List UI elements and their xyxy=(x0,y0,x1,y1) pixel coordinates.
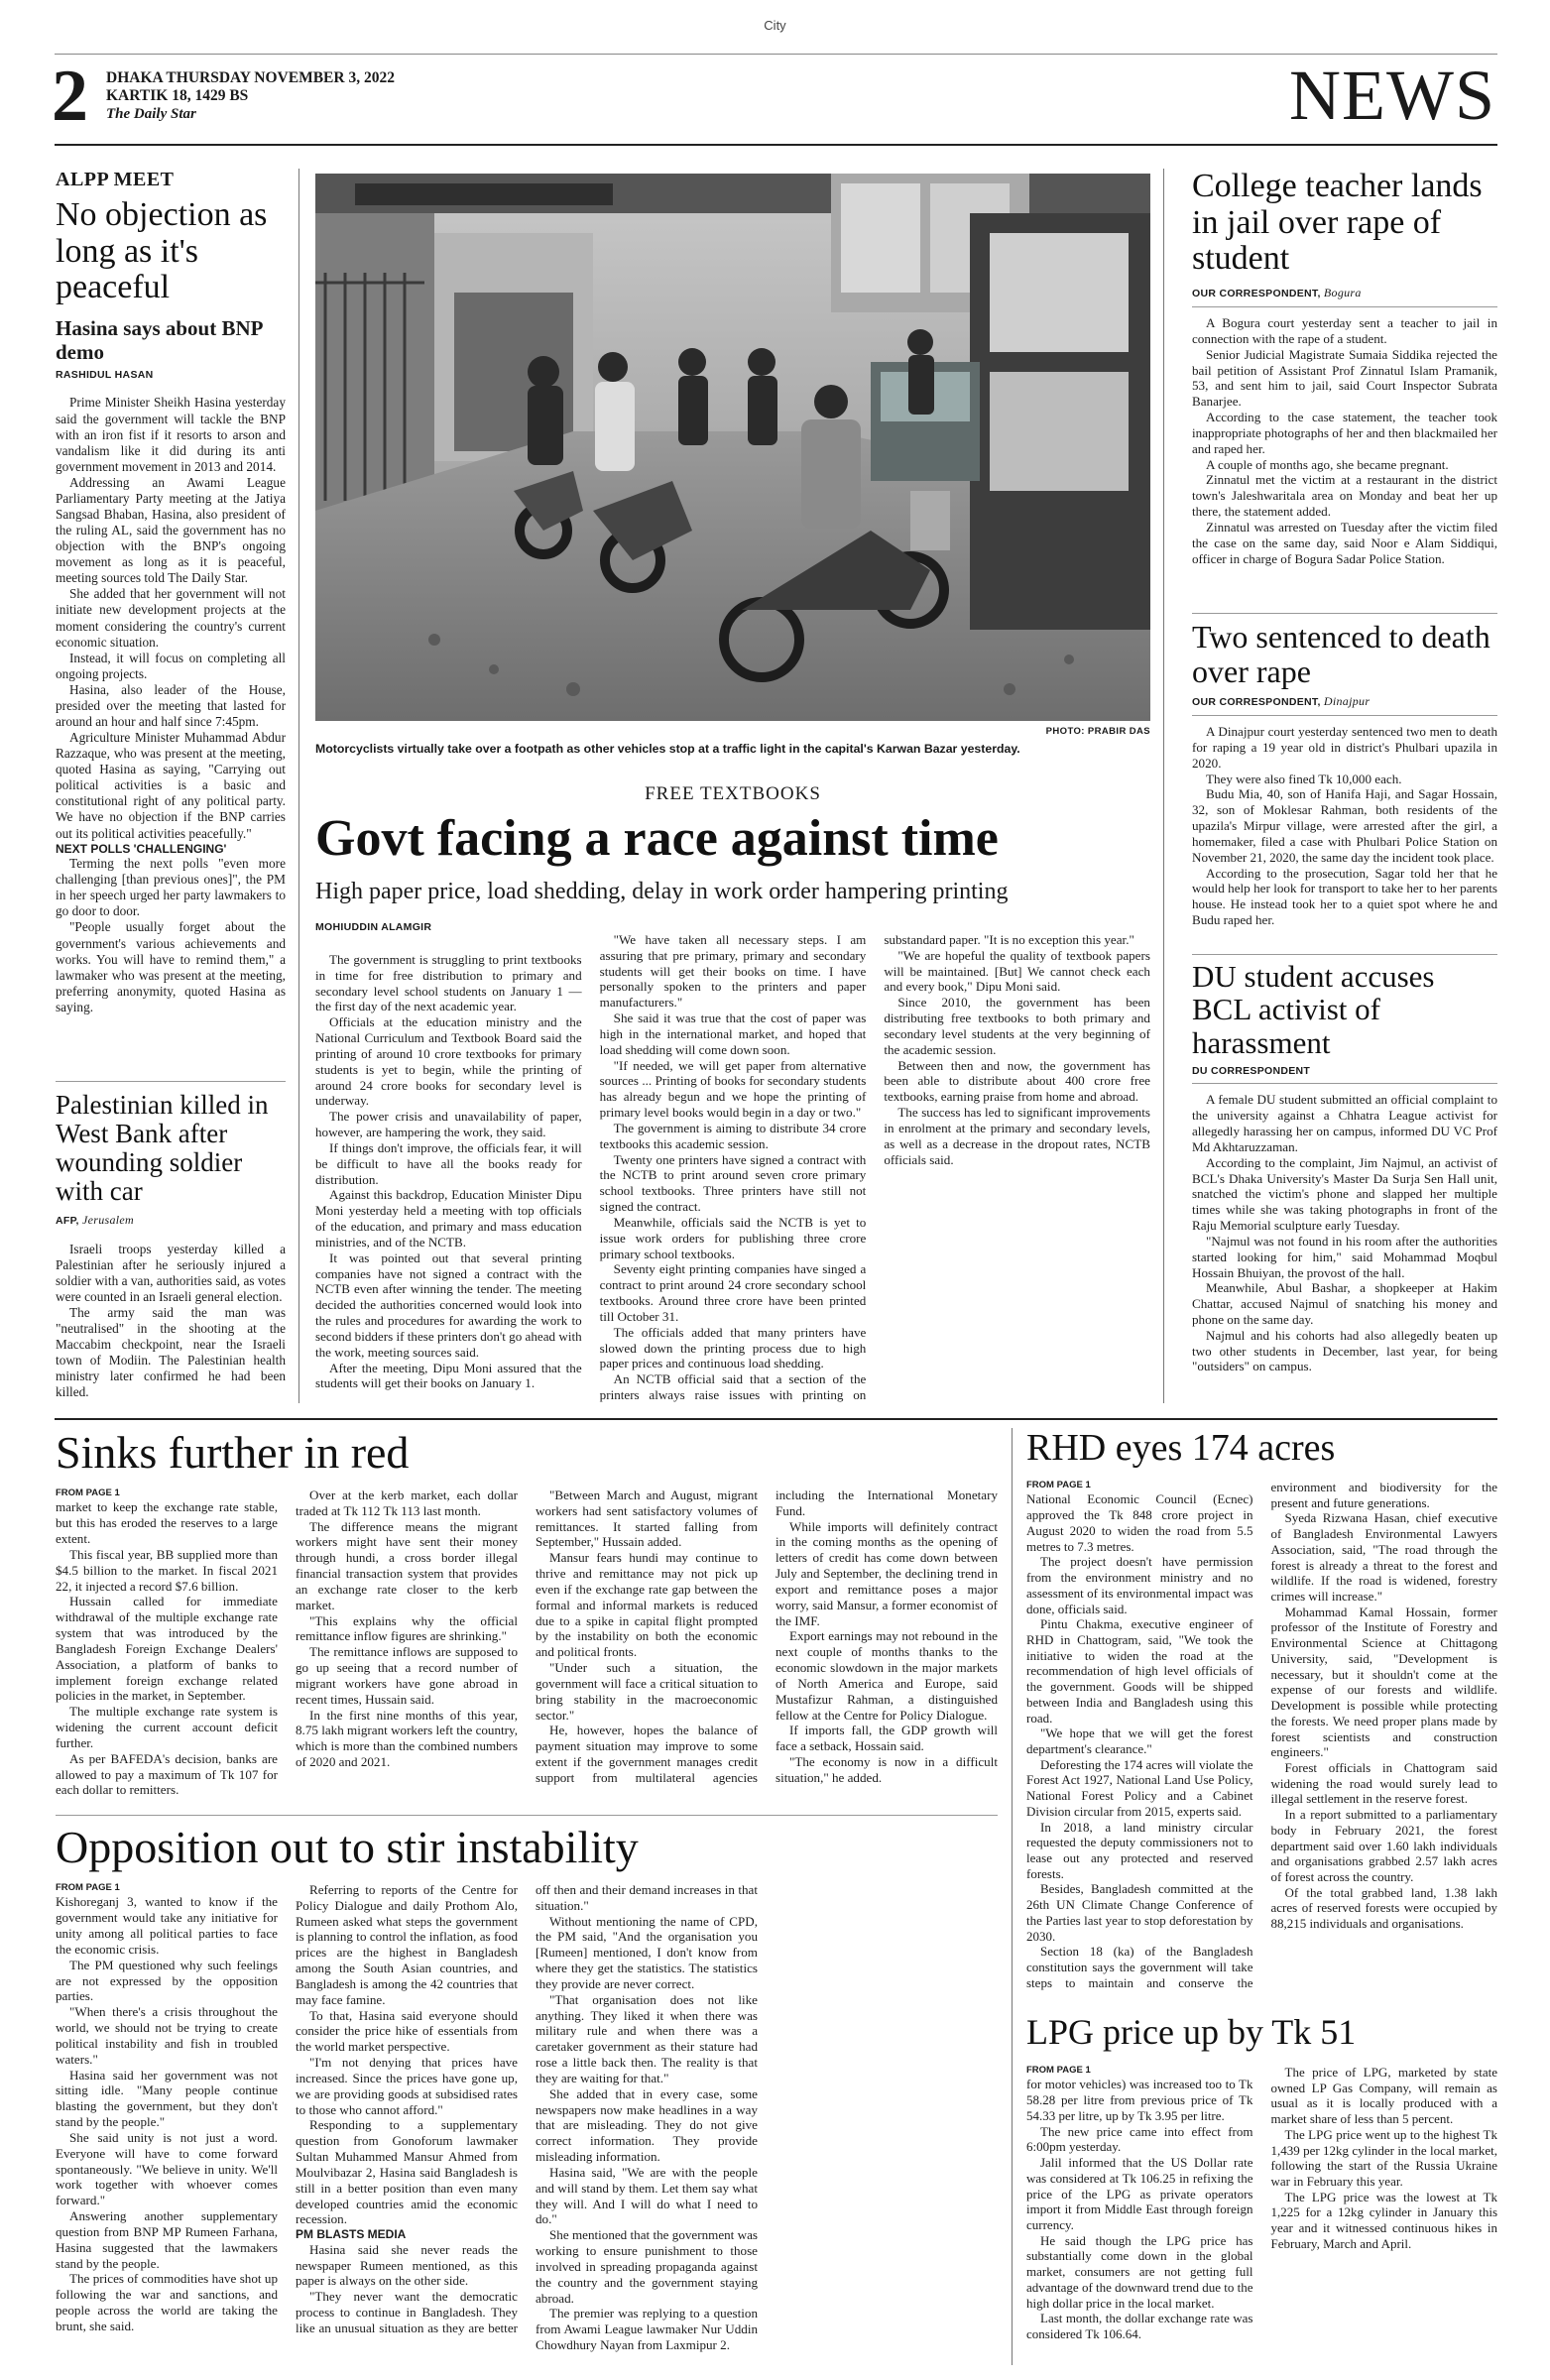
subhead: NEXT POLLS 'CHALLENGING' xyxy=(56,841,227,856)
paragraph: Section 18 (ka) of the Bangladesh constitution says the government will take steps to maintain and conserve the environment and biodiversity for the present and future generations. xyxy=(1026,1480,1497,1990)
paragraph: A couple of months ago, she became pregnant. xyxy=(1206,456,1449,472)
headline: No objection as long as it's peaceful xyxy=(56,196,268,306)
paragraph: The prices of commodities have shot up following the war and sanctions, and people across the world are taking the brunt, she said. xyxy=(56,2271,278,2333)
lpg-story-body xyxy=(1026,2065,1497,2365)
paragraph: The price of LPG, marketed by state owned LP Gas Company, will remain as usual as it is locally produced with a market share of less than 5 percent. xyxy=(1270,2065,1497,2127)
paragraph: It was pointed out that several printing companies have not signed a contract with the NCTB even after winning the tender. The meeting decided the authorities concerned would look into the rules and procedures for awarding the work to second bidders if these printers don't go ahead with the work, meeting sources said. xyxy=(315,1250,582,1360)
headline: LPG price up by Tk 51 xyxy=(1026,2012,1357,2052)
paragraph: Budu Mia, 40, son of Hanifa Haji, and Sagar Hossain, 32, son of Moklesar Rahman, both residents of the upazila's Mirpur village, were arrested after the girl, a homemaker, filed a case with Phulbari Police Station on November 21, 2020, the same day the incident took place. xyxy=(1192,786,1497,865)
opposition-story-body xyxy=(56,1882,998,2365)
paragraph: A female DU student submitted an official complaint to the university against a Chhatra League activist for allegedly harassing her on campus, informed DU VC Prof Md Akhtaruzzaman. xyxy=(1192,1092,1497,1154)
paragraph: The LPG price went up to the highest Tk 1,439 per 12kg cylinder in the local market, following the start of the Russia Ukraine war in February this year. xyxy=(1270,2126,1497,2190)
paragraph: Prime Minister Sheikh Hasina yesterday said the government will tackle the BNP with an iron fist if it resorts to arson and vandalism like it did during its anti government movement in 2013 and 2014. xyxy=(56,395,286,474)
paragraph: market to keep the exchange rate stable, but this has eroded the reserves to a large extent. xyxy=(56,1499,278,1547)
section-label: City xyxy=(764,18,786,33)
byline-rule xyxy=(1192,715,1497,716)
paragraph: Mansur fears hundi may continue to thrive and remittance may not pick up even if the exchange rate gap between the formal and informal markets is reduced due to a spike in capital flight prompted by the instability on both the economic and political fronts. xyxy=(536,1550,758,1660)
column-divider xyxy=(1163,169,1164,1403)
paragraph: Meanwhile, Abul Bashar, a shopkeeper at Hakim Chattar, accused Najmul of snatching his money and phone on the same day. xyxy=(1192,1280,1497,1327)
paragraph: "This explains why the official remittance inflow figures are shrinking." xyxy=(296,1612,518,1644)
paragraph: Without mentioning the name of CPD, the PM said, "And the organisation you [Rumeen] mentioned, I don't know from where they get the statistics. The statistics they provide are never correct. xyxy=(536,1913,758,1991)
paragraph: The LPG price was the lowest at Tk 1,225 for a 12kg cylinder in January this year and it witnessed continuous hikes in February, March and April. xyxy=(1270,2189,1497,2251)
paragraph: In a report submitted to a parliamentary body in February 2021, the forest department said over 1.60 lakh individuals and organisations grabbed 2.57 lakh acres of forest across the country. xyxy=(1270,1807,1497,1884)
byline-rule xyxy=(1192,306,1497,307)
paragraph: According to the complaint, Jim Najmul, an activist of BCL's Dhaka University's Master Da Surja Sen Hall unit, snatched the victim's phone and slapped her multiple times while she was taking photographs in front of the Raju Memorial sculpture early Tuesday. xyxy=(1192,1154,1497,1234)
paper-name-logo: The Daily Star xyxy=(106,105,196,122)
paragraph: To that, Hasina said everyone should consider the price hike of essentials from the world market perspective. xyxy=(296,2007,518,2055)
dateline-block xyxy=(106,69,395,123)
textbook-story-body xyxy=(315,932,1150,1403)
paragraph: Last month, the dollar exchange rate was considered Tk 106.64. xyxy=(1026,2311,1253,2341)
from-page-label: FROM PAGE 1 xyxy=(1026,2065,1091,2076)
byline-author: OUR CORRESPONDENT, xyxy=(1192,696,1321,709)
photo-caption: Motorcyclists virtually take over a footpath as other vehicles stop at a traffic light in the capital's Karwan Bazar yesterday. xyxy=(315,742,1020,756)
paragraph: Responding to a supplementary question from Gonoforum lawmaker Sultan Muhammed Mansur Ahmed from Moulvibazar 2, Hasina said Bangladesh is still in a better position than even many developed countries amid the economic recession. xyxy=(296,2117,518,2227)
paragraph: Meanwhile, officials said the NCTB is yet to issue work orders for publishing three crore primary school textbooks. xyxy=(599,1214,867,1261)
main-headline: Govt facing a race against time xyxy=(315,810,999,867)
story-body xyxy=(1192,315,1497,598)
paragraph: National Economic Council (Ecnec) approved the Tk 848 crore project in August 2020 to widen the road from 5.5 metres to 7.3 metres. xyxy=(1026,1491,1253,1554)
paragraph: As per BAFEDA's decision, banks are allowed to pay a maximum of Tk 107 for each dollar to remitters. xyxy=(56,1750,278,1798)
masthead-rule xyxy=(55,144,1497,146)
paragraph: The government is struggling to print textbooks in time for free distribution to primary and secondary level school students on January 1 — the first day of the next academic year. xyxy=(315,952,582,1014)
byline xyxy=(1192,286,1497,300)
story-body xyxy=(1192,1092,1497,1389)
paragraph: Hasina said her government was not sitting idle. "Many people continue blasting the government, but they don't stand by the people." xyxy=(56,2067,278,2130)
paragraph: "We are hopeful the quality of textbook papers will be maintained. [But] We cannot check each and every book," Dipu Moni said. xyxy=(884,947,1150,995)
story-divider xyxy=(56,1081,286,1082)
news-photo xyxy=(315,174,1150,721)
story-body xyxy=(56,1242,286,1410)
paragraph: The PM questioned why such feelings are not expressed by the opposition parties. xyxy=(56,1957,278,2004)
paragraph: "We hope that we will get the forest department's clearance." xyxy=(1026,1726,1253,1756)
du-story xyxy=(1192,960,1497,1389)
paragraph: She added that in every case, some newspapers now make headlines in a way that are misleading. They do not give correct information. They provide misleading information. xyxy=(536,2085,758,2165)
paragraph: Agriculture Minister Muhammad Abdur Razzaque, who was present at the meeting, quoted Hasina as saying, "Carrying out political activities is a basic and constitutional right of any political party. We have no objection if the BNP carries out its political activities peacefully." xyxy=(56,730,286,841)
paragraph: The project doesn't have permission from the environment ministry and no assessment of its environmental impact was done, officials said. xyxy=(1026,1554,1253,1616)
headline: Two sentenced to death over rape xyxy=(1192,619,1490,689)
story-divider xyxy=(56,1815,998,1816)
paragraph: Against this backdrop, Education Minister Dipu Moni yesterday held a meeting with top officials of the education, and primary and mass education ministries, and of the NCTB. xyxy=(315,1187,582,1250)
photo-credit: PHOTO: PRABIR DAS xyxy=(1045,726,1150,737)
paragraph: If imports fall, the GDP growth will face a setback, Hossain said. xyxy=(775,1723,998,1754)
paragraph: Twenty one printers have signed a contract with the NCTB to print around seven crore primary school textbooks. Three printers have still not signed the contract. xyxy=(599,1151,867,1215)
paragraph: "We have taken all necessary steps. I am assuring that pre primary, primary and secondary students will get their books on time. I have personally spoken to the printers and paper manufacturers." xyxy=(599,932,867,1011)
paragraph: Addressing an Awami League Parliamentary Party meeting at the Jatiya Sangsad Bhaban, Hasina, also president of the ruling AL, said the government has no objection with the BNP's ongoing movement as long as it is peaceful, meeting sources told The Daily Star. xyxy=(56,474,286,586)
subheadline: Hasina says about BNP demo xyxy=(56,316,263,365)
column-divider xyxy=(298,169,299,1403)
story-body xyxy=(56,395,286,1089)
two-sentenced-story xyxy=(1192,620,1497,947)
headline: RHD eyes 174 acres xyxy=(1026,1427,1336,1469)
sinks-story-body xyxy=(56,1488,998,1800)
traffic-photo-illustration xyxy=(315,174,1150,721)
paragraph: Syeda Rizwana Hasan, chief executive of Bangladesh Environmental Lawyers Association, said, "The road through the forest is already a threat to the forest and wildlife. If the road is widened, forestry crimes will increase." xyxy=(1270,1510,1497,1605)
paragraph: Answering another supplementary question from BNP MP Rumeen Farhana, Hasina suggested that the lawmakers stand by the people. xyxy=(56,2208,278,2271)
byline-rule xyxy=(1192,1083,1497,1084)
paragraph: Hasina, also leader of the House, presided over the meeting that lasted for around an hour and half since 7:45pm. xyxy=(56,681,286,729)
paragraph: She added that her government will not initiate new development projects at the moment considering the country's current economic situation. xyxy=(56,586,286,650)
paragraph: A Bogura court yesterday sent a teacher to jail in connection with the rape of a student. xyxy=(1192,315,1497,346)
paragraph: Over at the kerb market, each dollar traded at Tk 112 Tk 113 last month. xyxy=(296,1488,518,1518)
paragraph: She mentioned that the government was working to ensure punishment to those involved in spreading propaganda against the country and the government staying abroad. xyxy=(536,2227,758,2306)
paragraph: The new price came into effect from 6:00pm yesterday. xyxy=(1026,2123,1253,2155)
paragraph: "That organisation does not like anything. They liked it when there was military rule and when there was a caretaker government as their stature had rose a little back then. The reality is that they are waiting for that." xyxy=(536,1991,758,2085)
paragraph: She said unity is not just a word. Everyone will have to come forward spontaneously. "We believe in unity. We'll work together with whoever comes forward." xyxy=(56,2129,278,2208)
paragraph: Jalil informed that the US Dollar rate was considered at Tk 106.25 in refixing the price of the LPG as private operators import it from Middle East through foreign currency. xyxy=(1026,2155,1253,2232)
from-page-label: FROM PAGE 1 xyxy=(56,1488,120,1498)
paragraph: He, however, hopes the balance of payment situation may improve to some extent if the government manages credit support from multilateral agencies including the International Monetary Fund. xyxy=(536,1488,998,1785)
paragraph: Israeli troops yesterday killed a Palestinian after he seriously injured a soldier with a van, authorities said, as votes were counted in an Israeli general election. xyxy=(56,1241,286,1304)
paragraph: A Dinajpur court yesterday sentenced two men to death for raping a 19 year old in district's Phulbari upazila in 2020. xyxy=(1192,724,1497,771)
paragraph: "People usually forget about the government's various achievements and works. You will have to remind them," a lawmaker who was present at the meeting, preferring anonymity, quoted Hasina as saying. xyxy=(56,919,286,1014)
paragraph: Since 2010, the government has been distributing free textbooks to both primary and secondary level students at the very beginning of the academic session. xyxy=(884,995,1150,1057)
paragraph: Officials at the education ministry and the National Curriculum and Textbook Board said the printing of around 10 crore textbooks for primary students is yet to begin, while the printing of around 24 crore books for secondary level is underway. xyxy=(315,1014,582,1109)
paragraph: Hussain called for immediate withdrawal of the multiple exchange rate system that was introduced by the Bangladesh Foreign Exchange Dealers' Association, a platform of banks to implement foreign exchange related policies in the market, in September. xyxy=(56,1594,278,1704)
byline xyxy=(56,1213,286,1228)
paragraph: Between then and now, the government has been able to distribute about 400 crore free textbooks, earning praise from home and abroad. xyxy=(884,1057,1150,1105)
section-rule xyxy=(55,1418,1497,1420)
paragraph: In the first nine months of this year, 8.75 lakh migrant workers left the country, which is more than the combined numbers of 2020 and 2021. xyxy=(296,1707,518,1770)
paragraph: for motor vehicles) was increased too to Tk 58.28 per litre from previous price of Tk 54.33 per litre, up by Tk 3.95 per litre. xyxy=(1026,2077,1253,2123)
column-divider xyxy=(1012,1428,1013,2365)
headline: DU student accuses BCL activist of harassment xyxy=(1192,959,1435,1060)
subheadline: High paper price, load shedding, delay in work order hampering printing xyxy=(315,879,1009,904)
paragraph: They were also fined Tk 10,000 each. xyxy=(1206,771,1402,786)
rhd-story-body xyxy=(1026,1480,1497,2005)
top-divider xyxy=(55,54,1497,55)
paragraph: The success has led to significant improvements in enrolment at the primary and secondary levels, as well as a decrease in the dropout rates, NCTB officials said. xyxy=(884,1105,1150,1167)
story-divider xyxy=(1192,954,1497,955)
byline xyxy=(1192,694,1497,709)
subhead: PM BLASTS MEDIA xyxy=(296,2227,407,2242)
paragraph: She said it was true that the cost of paper was high in the international market, and hoped that load shedding will come down soon. xyxy=(599,1011,867,1057)
paragraph: According to the prosecution, Sagar told her that he would help her look for transport to take her to her parents house. He instead took her to a quiet spot where he and Budu raped her. xyxy=(1192,865,1497,928)
paragraph: If things don't improve, the officials fear, it will be difficult to have all the books ready for distribution. xyxy=(315,1139,582,1187)
byline: MOHIUDDIN ALAMGIR xyxy=(315,921,432,933)
paragraph: An NCTB official said that a section of the printers always raise issues with printing on substandard paper. "It is no exception this year." xyxy=(599,932,1134,1403)
bengali-date: KARTIK 18, 1429 BS xyxy=(106,87,249,105)
headline: Palestinian killed in West Bank after wounding soldier with car xyxy=(56,1090,269,1207)
paragraph: Zinnatul was arrested on Tuesday after the victim filed the case on the same day, said Noor e Alam Siddiqui, officer in charge of Bogura Sadar Police Station. xyxy=(1192,519,1497,566)
paragraph: In 2018, a land ministry circular requested the deputy commissioners not to lease out any protected and reserved forests. xyxy=(1026,1819,1253,1881)
headline: College teacher lands in jail over rape of student xyxy=(1192,168,1483,278)
paragraph: "I'm not denying that prices have increased. Since the prices have gone up, we are providing goods at subsidised rates to those who cannot afford." xyxy=(296,2055,518,2117)
paragraph: Export earnings may not rebound in the next couple of months thanks to the economic slowdown in the major markets of North America and Europe, said Mustafizur Rahman, a distinguished fellow at the Centre for Policy Dialogue. xyxy=(775,1628,998,1723)
paragraph: The government is aiming to distribute 34 crore textbooks this academic session. xyxy=(599,1120,867,1151)
from-page-label: FROM PAGE 1 xyxy=(1026,1480,1091,1490)
paragraph: This fiscal year, BB supplied more than $4.5 billion to the market. In fiscal 2021 22, it injected a record $7.6 billion. xyxy=(56,1546,278,1594)
byline-place: Dinajpur xyxy=(1323,694,1371,709)
paragraph: "The economy is now in a difficult situation," he added. xyxy=(775,1754,998,1785)
paragraph: After the meeting, Dipu Moni assured that the students will get their books on January 1. xyxy=(315,1360,582,1391)
byline-agency: AFP, xyxy=(56,1214,79,1227)
page-number: 2 xyxy=(52,56,88,137)
from-page-label: FROM PAGE 1 xyxy=(56,1882,120,1893)
paragraph: Instead, it will focus on completing all ongoing projects. xyxy=(56,650,286,681)
byline: RASHIDUL HASAN xyxy=(56,369,154,382)
kicker: ALPP MEET xyxy=(56,169,175,190)
paragraph: Seventy eight printing companies have singed a contract to print around 24 crore secondary school textbooks. Around three crore have been printed till October 31. xyxy=(599,1261,867,1324)
paragraph: Referring to reports of the Centre for Policy Dialogue and daily Prothom Alo, Rumeen asked what steps the government is planning to control the inflation, as food prices are the highest in Bangladesh among the South Asian countries, and Bangladesh is among the 42 countries that may face famine. xyxy=(296,1882,518,2007)
paragraph: The remittance inflows are supposed to go up seeing that a record number of migrant workers have gone abroad in recent times, Hussain said. xyxy=(296,1644,518,1707)
paragraph: Hasina said, "We are with the people and will stand by them. Let them say what they will. And I will do what I need to do." xyxy=(536,2164,758,2227)
paragraph: Besides, Bangladesh committed at the 26th UN Climate Change Conference of the Parties last year to stop deforestation by 2030. xyxy=(1026,1881,1253,1944)
paragraph: "Under such a situation, the government will face a critical situation to bring stability in the macroeconomic sector." xyxy=(536,1660,758,1723)
paragraph: Pintu Chakma, executive engineer of RHD in Chattogram, said, "We took the initiative to widen the road at the recommendation of high level officials of the government. Goods will be shipped between India and Bangladesh using this road. xyxy=(1026,1616,1253,1726)
paragraph: Terming the next polls "even more challenging [than previous ones]", the PM in her speech urged her party lawmakers to go door to door. xyxy=(56,856,286,919)
paragraph: Kishoreganj 3, wanted to know if the government would take any initiative for unity among all political parties to face the economic crisis. xyxy=(56,1894,278,1957)
paragraph: While imports will definitely contract in the coming months as the opening of letters of credit has come down between July and September, the declining trend in export and remittance poses a major worry, said Mansur, a former economist of the IMF. xyxy=(775,1518,998,1628)
paragraph: "If needed, we will get paper from alternative sources ... Printing of books for secondary students has already begun and we hope the printing of primary level books would begin in a day or two." xyxy=(599,1057,867,1121)
paragraph: According to the case statement, the teacher took inappropriate photographs of her and then blackmailed her and raped her. xyxy=(1192,410,1497,456)
paragraph: Deforesting the 174 acres will violate the Forest Act 1927, National Land Use Policy, National Forest Policy and a Cabinet Division circular from 2015, experts said. xyxy=(1026,1756,1253,1819)
paragraph: The premier was replying to a question from Awami League lawmaker Nur Uddin Chowdhury Nayan from Laxmipur 2. xyxy=(536,2306,758,2353)
paragraph: Senior Judicial Magistrate Sumaia Siddika rejected the bail petition of Assistant Prof Zinnatul Islam Pramanik, 53, and sent him to jail, said Court Inspector Subrata Banarjee. xyxy=(1192,346,1497,410)
paragraph: He said though the LPG price has substantially come down in the global market, consumers are not getting full advantage of the downward trend due to the high dollar price in the local market. xyxy=(1026,2232,1253,2311)
paragraph: Zinnatul met the victim at a restaurant in the district town's Jaleshwaritala area on Monday and beat her up there, the statement added. xyxy=(1192,472,1497,520)
paragraph: Mohammad Kamal Hossain, former professor of the Institute of Forestry and Environmental Science at Chittagong University, said, "Development is necessary, but it shouldn't come at the expense of our forests and wildlife. Development is possible while protecting the forests. We need proper plans made by forest scientists and construction engineers." xyxy=(1270,1604,1497,1760)
west-bank-story xyxy=(56,1091,286,1410)
section-title: NEWS xyxy=(1289,56,1495,135)
paragraph: The difference means the migrant workers might have sent their money through hundi, a cross border illegal financial transaction system that provides an exchange rate closer to the kerb market. xyxy=(296,1518,518,1612)
byline-place: Bogura xyxy=(1323,286,1362,300)
headline: Sinks further in red xyxy=(56,1427,410,1478)
story-body xyxy=(1192,724,1497,947)
kicker: FREE TEXTBOOKS xyxy=(645,783,821,804)
paragraph: The multiple exchange rate system is widening the current account deficit further. xyxy=(56,1704,278,1750)
story-divider xyxy=(1192,613,1497,614)
dateline: DHAKA THURSDAY NOVEMBER 3, 2022 xyxy=(106,69,395,86)
paragraph: The officials added that many printers have slowed down the printing process due to high paper prices and continuous load shedding. xyxy=(599,1324,867,1371)
paragraph: Najmul and his cohorts had also allegedly beaten up two other students in December, last year, for being "outsiders" on campus. xyxy=(1192,1327,1497,1374)
paragraph: Of the total grabbed land, 1.38 lakh acres of reserved forests were occupied by 88,215 individuals and organisations. xyxy=(1270,1884,1497,1932)
headline: Opposition out to stir instability xyxy=(56,1822,639,1872)
paragraph: "They never want the democratic process to continue in Bangladesh. They like an unusual situation as they are better off then and their demand increases in that situation." xyxy=(296,1882,758,2335)
paragraph: "When there's a crisis throughout the world, we should not be trying to create political instability and fish in troubled waters." xyxy=(56,2004,278,2067)
paragraph: Forest officials in Chattogram said widening the road would surely lead to illegal settlement in the reserve forest. xyxy=(1270,1759,1497,1807)
paragraph: "Between March and August, migrant workers had sent satisfactory volumes of remittances. It started falling from September," Hussain added. xyxy=(536,1488,758,1550)
paragraph: "Najmul was not found in his room after the authorities started looking for him," said Mohammad Moqbul Hossain Bhuiyan, the provost of the hall. xyxy=(1192,1233,1497,1280)
paragraph: The army said the man was "neutralised" in the shooting at the Maccabim checkpoint, near the Israeli town of Modiin. The Palestinian health ministry later confirmed he had been killed. xyxy=(56,1304,286,1400)
byline-place: Jerusalem xyxy=(81,1212,135,1227)
alpp-story xyxy=(56,169,286,1089)
college-story xyxy=(1192,169,1497,598)
paragraph: The power crisis and unavailability of paper, however, are hampering the work, they said. xyxy=(315,1109,582,1140)
byline: DU CORRESPONDENT xyxy=(1192,1065,1311,1078)
byline-author: OUR CORRESPONDENT, xyxy=(1192,288,1321,300)
paragraph: Hasina said she never reads the newspaper Rumeen mentioned, as this paper is always on the other side. xyxy=(296,2241,518,2289)
